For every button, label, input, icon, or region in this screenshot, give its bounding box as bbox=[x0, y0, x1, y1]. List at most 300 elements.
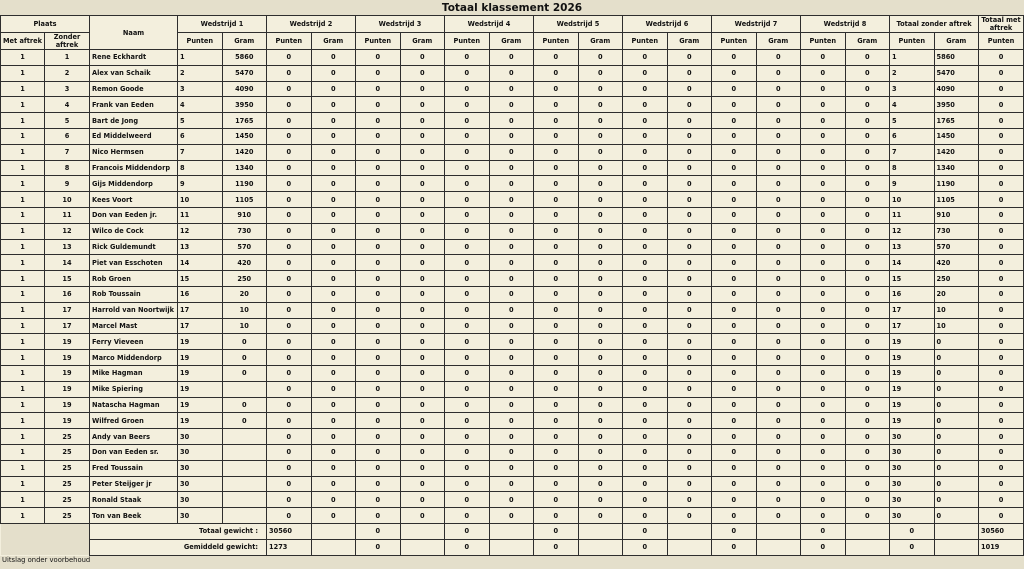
totaal-zonder-punten: 19 bbox=[890, 397, 935, 413]
wedstrijd-3-gram: 0 bbox=[400, 207, 445, 223]
gemiddeld-wedstrijd-4-gram: 0 bbox=[534, 539, 579, 555]
totaal-met-punten: 0 bbox=[979, 50, 1024, 66]
wedstrijd-3-gram: 0 bbox=[400, 50, 445, 66]
totaal-zonder-gram: 0 bbox=[934, 365, 979, 381]
totaal-met-punten: 0 bbox=[979, 176, 1024, 192]
totaal-met-punten: 0 bbox=[979, 286, 1024, 302]
naam: Piet van Esschoten bbox=[90, 255, 178, 271]
wedstrijd-8-gram: 0 bbox=[845, 160, 890, 176]
footnote: Uitslag onder voorbehoud bbox=[2, 556, 91, 564]
totaal-wedstrijd-1-gram: 30560 bbox=[267, 523, 312, 539]
naam: Ronald Staak bbox=[90, 492, 178, 508]
totaal-met-punten: 0 bbox=[979, 207, 1024, 223]
totaal-zonder-gram: 5470 bbox=[934, 65, 979, 81]
totaal-wedstrijd-4-gram: 0 bbox=[534, 523, 579, 539]
totaal-zonder-punten: 30 bbox=[890, 508, 935, 524]
totaal-zonder-punten: 10 bbox=[890, 192, 935, 208]
wedstrijd-1-gram: 420 bbox=[222, 255, 267, 271]
header-gram: Gram bbox=[222, 33, 267, 50]
wedstrijd-5-punten: 0 bbox=[534, 97, 579, 113]
plaats-met-aftrek: 1 bbox=[1, 286, 45, 302]
wedstrijd-6-punten: 0 bbox=[623, 239, 668, 255]
gemiddeld-wedstrijd-7-gram: 0 bbox=[801, 539, 846, 555]
wedstrijd-7-gram: 0 bbox=[756, 176, 801, 192]
wedstrijd-2-punten: 0 bbox=[267, 381, 312, 397]
wedstrijd-5-gram: 0 bbox=[578, 65, 623, 81]
wedstrijd-3-punten: 0 bbox=[356, 460, 401, 476]
wedstrijd-6-gram: 0 bbox=[667, 492, 712, 508]
wedstrijd-7-punten: 0 bbox=[712, 508, 757, 524]
wedstrijd-3-gram: 0 bbox=[400, 365, 445, 381]
wedstrijd-5-punten: 0 bbox=[534, 460, 579, 476]
wedstrijd-7-gram: 0 bbox=[756, 223, 801, 239]
wedstrijd-1-punten: 13 bbox=[178, 239, 223, 255]
table-row bbox=[1, 476, 1024, 492]
table-row bbox=[1, 81, 1024, 97]
wedstrijd-7-punten: 0 bbox=[712, 413, 757, 429]
wedstrijd-4-punten: 0 bbox=[445, 223, 490, 239]
wedstrijd-3-punten: 0 bbox=[356, 381, 401, 397]
wedstrijd-2-gram: 0 bbox=[311, 350, 356, 366]
totaal-zonder-gram: 5860 bbox=[934, 50, 979, 66]
wedstrijd-3-punten: 0 bbox=[356, 128, 401, 144]
wedstrijd-8-gram: 0 bbox=[845, 381, 890, 397]
wedstrijd-7-punten: 0 bbox=[712, 492, 757, 508]
wedstrijd-7-gram: 0 bbox=[756, 334, 801, 350]
wedstrijd-1-punten: 6 bbox=[178, 128, 223, 144]
wedstrijd-4-gram: 0 bbox=[489, 176, 534, 192]
wedstrijd-4-punten: 0 bbox=[445, 492, 490, 508]
wedstrijd-2-gram: 0 bbox=[311, 444, 356, 460]
wedstrijd-6-gram: 0 bbox=[667, 397, 712, 413]
wedstrijd-7-punten: 0 bbox=[712, 97, 757, 113]
wedstrijd-8-gram: 0 bbox=[845, 476, 890, 492]
totaal-zonder-gram: 0 bbox=[934, 334, 979, 350]
page-title: Totaal klassement 2026 bbox=[441, 2, 583, 14]
plaats-zonder-aftrek: 25 bbox=[45, 508, 90, 524]
plaats-met-aftrek: 1 bbox=[1, 429, 45, 445]
wedstrijd-3-gram: 0 bbox=[400, 460, 445, 476]
wedstrijd-4-gram: 0 bbox=[489, 444, 534, 460]
wedstrijd-5-gram: 0 bbox=[578, 97, 623, 113]
wedstrijd-4-punten: 0 bbox=[445, 207, 490, 223]
wedstrijd-4-punten: 0 bbox=[445, 97, 490, 113]
totaal-met-punten: 0 bbox=[979, 413, 1024, 429]
wedstrijd-1-punten: 17 bbox=[178, 318, 223, 334]
wedstrijd-1-punten: 1 bbox=[178, 50, 223, 66]
wedstrijd-8-punten: 0 bbox=[801, 255, 846, 271]
wedstrijd-7-gram: 0 bbox=[756, 65, 801, 81]
wedstrijd-1-gram: 0 bbox=[222, 413, 267, 429]
wedstrijd-7-gram: 0 bbox=[756, 508, 801, 524]
wedstrijd-5-gram: 0 bbox=[578, 255, 623, 271]
wedstrijd-8-gram: 0 bbox=[845, 239, 890, 255]
totaal-zonder-punten: 19 bbox=[890, 365, 935, 381]
plaats-zonder-aftrek: 13 bbox=[45, 239, 90, 255]
totaal-met-punten: 0 bbox=[979, 334, 1024, 350]
gemiddeld-wedstrijd-3-gram: 0 bbox=[445, 539, 490, 555]
totaal-zonder-punten: 17 bbox=[890, 302, 935, 318]
wedstrijd-7-punten: 0 bbox=[712, 207, 757, 223]
totaal-met-punten: 0 bbox=[979, 223, 1024, 239]
wedstrijd-5-punten: 0 bbox=[534, 508, 579, 524]
header-gram: Gram bbox=[400, 33, 445, 50]
wedstrijd-6-gram: 0 bbox=[667, 113, 712, 129]
wedstrijd-5-punten: 0 bbox=[534, 113, 579, 129]
totaal-zonder-gram: 3950 bbox=[934, 97, 979, 113]
wedstrijd-5-gram: 0 bbox=[578, 192, 623, 208]
wedstrijd-3-punten: 0 bbox=[356, 413, 401, 429]
plaats-zonder-aftrek: 25 bbox=[45, 429, 90, 445]
wedstrijd-6-punten: 0 bbox=[623, 50, 668, 66]
totaal-wedstrijd-3-gram: 0 bbox=[445, 523, 490, 539]
wedstrijd-2-gram: 0 bbox=[311, 223, 356, 239]
wedstrijd-5-punten: 0 bbox=[534, 413, 579, 429]
totaal-zonder-punten: 6 bbox=[890, 128, 935, 144]
wedstrijd-4-punten: 0 bbox=[445, 176, 490, 192]
plaats-zonder-aftrek: 25 bbox=[45, 492, 90, 508]
wedstrijd-8-gram: 0 bbox=[845, 50, 890, 66]
wedstrijd-8-gram: 0 bbox=[845, 144, 890, 160]
wedstrijd-3-punten: 0 bbox=[356, 223, 401, 239]
plaats-met-aftrek: 1 bbox=[1, 207, 45, 223]
wedstrijd-4-punten: 0 bbox=[445, 508, 490, 524]
wedstrijd-7-punten: 0 bbox=[712, 397, 757, 413]
wedstrijd-6-gram: 0 bbox=[667, 350, 712, 366]
wedstrijd-5-punten: 0 bbox=[534, 160, 579, 176]
wedstrijd-8-gram: 0 bbox=[845, 286, 890, 302]
wedstrijd-5-punten: 0 bbox=[534, 223, 579, 239]
totaal-wedstrijd-2-punten-empty bbox=[311, 523, 356, 539]
wedstrijd-4-punten: 0 bbox=[445, 50, 490, 66]
wedstrijd-7-gram: 0 bbox=[756, 128, 801, 144]
wedstrijd-1-punten: 16 bbox=[178, 286, 223, 302]
table-row bbox=[1, 128, 1024, 144]
totaal-gewicht-label: Totaal gewicht : bbox=[90, 523, 267, 539]
totaal-wedstrijd-5-punten-empty bbox=[578, 523, 623, 539]
wedstrijd-6-gram: 0 bbox=[667, 476, 712, 492]
wedstrijd-2-gram: 0 bbox=[311, 365, 356, 381]
wedstrijd-4-punten: 0 bbox=[445, 113, 490, 129]
wedstrijd-8-gram: 0 bbox=[845, 97, 890, 113]
table-row bbox=[1, 160, 1024, 176]
wedstrijd-3-punten: 0 bbox=[356, 113, 401, 129]
wedstrijd-4-gram: 0 bbox=[489, 128, 534, 144]
wedstrijd-8-punten: 0 bbox=[801, 350, 846, 366]
wedstrijd-8-punten: 0 bbox=[801, 476, 846, 492]
wedstrijd-3-gram: 0 bbox=[400, 176, 445, 192]
wedstrijd-3-gram: 0 bbox=[400, 271, 445, 287]
wedstrijd-8-gram: 0 bbox=[845, 350, 890, 366]
plaats-met-aftrek: 1 bbox=[1, 81, 45, 97]
footer-spacer bbox=[1, 523, 90, 539]
totaal-wedstrijd-8-punten-empty bbox=[845, 523, 890, 539]
gemiddeld-wedstrijd-3-punten-empty bbox=[400, 539, 445, 555]
table-row bbox=[1, 302, 1024, 318]
totaal-met-punten: 0 bbox=[979, 302, 1024, 318]
wedstrijd-1-punten: 19 bbox=[178, 413, 223, 429]
naam: Remon Goode bbox=[90, 81, 178, 97]
wedstrijd-6-gram: 0 bbox=[667, 160, 712, 176]
wedstrijd-3-punten: 0 bbox=[356, 492, 401, 508]
plaats-zonder-aftrek: 8 bbox=[45, 160, 90, 176]
wedstrijd-3-punten: 0 bbox=[356, 160, 401, 176]
naam: Don van Eeden jr. bbox=[90, 207, 178, 223]
wedstrijd-7-punten: 0 bbox=[712, 381, 757, 397]
wedstrijd-2-punten: 0 bbox=[267, 492, 312, 508]
header-punten: Punten bbox=[890, 33, 935, 50]
wedstrijd-1-gram: 0 bbox=[222, 350, 267, 366]
wedstrijd-1-punten: 30 bbox=[178, 460, 223, 476]
wedstrijd-4-punten: 0 bbox=[445, 65, 490, 81]
totaal-met-punten: 0 bbox=[979, 239, 1024, 255]
wedstrijd-5-punten: 0 bbox=[534, 397, 579, 413]
totaal-zonder-gram: 1450 bbox=[934, 128, 979, 144]
header-wedstrijd-4: Wedstrijd 4 bbox=[445, 16, 534, 33]
wedstrijd-1-gram bbox=[222, 429, 267, 445]
totaal-met-punten: 0 bbox=[979, 508, 1024, 524]
wedstrijd-3-punten: 0 bbox=[356, 365, 401, 381]
wedstrijd-8-punten: 0 bbox=[801, 160, 846, 176]
wedstrijd-8-punten: 0 bbox=[801, 50, 846, 66]
naam: Marcel Mast bbox=[90, 318, 178, 334]
wedstrijd-4-punten: 0 bbox=[445, 128, 490, 144]
header-met-aftrek: Met aftrek bbox=[1, 33, 45, 50]
plaats-met-aftrek: 1 bbox=[1, 444, 45, 460]
wedstrijd-3-punten: 0 bbox=[356, 286, 401, 302]
wedstrijd-2-gram: 0 bbox=[311, 429, 356, 445]
plaats-zonder-aftrek: 7 bbox=[45, 144, 90, 160]
wedstrijd-3-gram: 0 bbox=[400, 65, 445, 81]
wedstrijd-2-punten: 0 bbox=[267, 460, 312, 476]
wedstrijd-4-gram: 0 bbox=[489, 144, 534, 160]
naam: Francois Middendorp bbox=[90, 160, 178, 176]
gemiddeld-totaal-punten-empty bbox=[934, 539, 979, 555]
totaal-zonder-punten: 15 bbox=[890, 271, 935, 287]
plaats-met-aftrek: 1 bbox=[1, 113, 45, 129]
wedstrijd-2-gram: 0 bbox=[311, 113, 356, 129]
table-row bbox=[1, 429, 1024, 445]
table-row bbox=[1, 271, 1024, 287]
wedstrijd-3-gram: 0 bbox=[400, 192, 445, 208]
wedstrijd-4-punten: 0 bbox=[445, 239, 490, 255]
wedstrijd-7-punten: 0 bbox=[712, 176, 757, 192]
wedstrijd-5-gram: 0 bbox=[578, 429, 623, 445]
wedstrijd-6-punten: 0 bbox=[623, 113, 668, 129]
wedstrijd-1-punten: 14 bbox=[178, 255, 223, 271]
wedstrijd-4-gram: 0 bbox=[489, 492, 534, 508]
wedstrijd-2-gram: 0 bbox=[311, 65, 356, 81]
wedstrijd-2-punten: 0 bbox=[267, 271, 312, 287]
wedstrijd-5-gram: 0 bbox=[578, 318, 623, 334]
wedstrijd-1-gram: 1765 bbox=[222, 113, 267, 129]
wedstrijd-5-punten: 0 bbox=[534, 239, 579, 255]
wedstrijd-2-gram: 0 bbox=[311, 413, 356, 429]
plaats-zonder-aftrek: 19 bbox=[45, 413, 90, 429]
wedstrijd-8-punten: 0 bbox=[801, 318, 846, 334]
wedstrijd-5-punten: 0 bbox=[534, 81, 579, 97]
totaal-zonder-gram: 250 bbox=[934, 271, 979, 287]
wedstrijd-4-punten: 0 bbox=[445, 160, 490, 176]
header-punten: Punten bbox=[178, 33, 223, 50]
wedstrijd-2-gram: 0 bbox=[311, 476, 356, 492]
wedstrijd-5-punten: 0 bbox=[534, 286, 579, 302]
wedstrijd-1-punten: 2 bbox=[178, 65, 223, 81]
wedstrijd-1-punten: 19 bbox=[178, 397, 223, 413]
wedstrijd-3-gram: 0 bbox=[400, 255, 445, 271]
totaal-zonder-gram: 730 bbox=[934, 223, 979, 239]
wedstrijd-2-punten: 0 bbox=[267, 65, 312, 81]
gemiddeld-wedstrijd-8-punten-empty bbox=[845, 539, 890, 555]
totaal-wedstrijd-2-gram: 0 bbox=[356, 523, 401, 539]
totaal-met-punten: 0 bbox=[979, 397, 1024, 413]
wedstrijd-6-punten: 0 bbox=[623, 176, 668, 192]
naam: Frank van Eeden bbox=[90, 97, 178, 113]
plaats-zonder-aftrek: 11 bbox=[45, 207, 90, 223]
header-wedstrijd-1: Wedstrijd 1 bbox=[178, 16, 267, 33]
wedstrijd-2-gram: 0 bbox=[311, 271, 356, 287]
wedstrijd-1-punten: 15 bbox=[178, 271, 223, 287]
wedstrijd-3-gram: 0 bbox=[400, 397, 445, 413]
plaats-zonder-aftrek: 17 bbox=[45, 302, 90, 318]
wedstrijd-2-punten: 0 bbox=[267, 365, 312, 381]
wedstrijd-3-punten: 0 bbox=[356, 318, 401, 334]
wedstrijd-1-punten: 4 bbox=[178, 97, 223, 113]
totaal-met-punten: 0 bbox=[979, 65, 1024, 81]
wedstrijd-1-punten: 30 bbox=[178, 476, 223, 492]
wedstrijd-4-punten: 0 bbox=[445, 350, 490, 366]
header-punten: Punten bbox=[712, 33, 757, 50]
plaats-zonder-aftrek: 4 bbox=[45, 97, 90, 113]
wedstrijd-4-punten: 0 bbox=[445, 318, 490, 334]
wedstrijd-7-punten: 0 bbox=[712, 50, 757, 66]
totaal-zonder-punten: 7 bbox=[890, 144, 935, 160]
wedstrijd-2-gram: 0 bbox=[311, 50, 356, 66]
plaats-met-aftrek: 1 bbox=[1, 365, 45, 381]
table-row bbox=[1, 50, 1024, 66]
wedstrijd-6-gram: 0 bbox=[667, 207, 712, 223]
header-gram: Gram bbox=[489, 33, 534, 50]
wedstrijd-3-gram: 0 bbox=[400, 318, 445, 334]
totaal-zonder-gram: 0 bbox=[934, 492, 979, 508]
wedstrijd-1-punten: 8 bbox=[178, 160, 223, 176]
wedstrijd-3-punten: 0 bbox=[356, 476, 401, 492]
table-row bbox=[1, 444, 1024, 460]
wedstrijd-5-gram: 0 bbox=[578, 286, 623, 302]
wedstrijd-4-gram: 0 bbox=[489, 81, 534, 97]
plaats-met-aftrek: 1 bbox=[1, 318, 45, 334]
wedstrijd-3-punten: 0 bbox=[356, 97, 401, 113]
table-row bbox=[1, 223, 1024, 239]
wedstrijd-6-punten: 0 bbox=[623, 460, 668, 476]
wedstrijd-5-punten: 0 bbox=[534, 429, 579, 445]
wedstrijd-7-punten: 0 bbox=[712, 286, 757, 302]
wedstrijd-8-punten: 0 bbox=[801, 365, 846, 381]
wedstrijd-7-gram: 0 bbox=[756, 492, 801, 508]
wedstrijd-7-gram: 0 bbox=[756, 413, 801, 429]
plaats-zonder-aftrek: 25 bbox=[45, 444, 90, 460]
wedstrijd-2-gram: 0 bbox=[311, 508, 356, 524]
totaal-met-punten: 0 bbox=[979, 144, 1024, 160]
wedstrijd-5-punten: 0 bbox=[534, 207, 579, 223]
wedstrijd-8-gram: 0 bbox=[845, 271, 890, 287]
wedstrijd-8-punten: 0 bbox=[801, 302, 846, 318]
header-totaal-zonder-aftrek: Totaal zonder aftrek bbox=[890, 16, 979, 33]
wedstrijd-8-gram: 0 bbox=[845, 255, 890, 271]
wedstrijd-4-gram: 0 bbox=[489, 413, 534, 429]
plaats-met-aftrek: 1 bbox=[1, 397, 45, 413]
table-row bbox=[1, 334, 1024, 350]
header-punten: Punten bbox=[801, 33, 846, 50]
wedstrijd-5-punten: 0 bbox=[534, 128, 579, 144]
plaats-zonder-aftrek: 15 bbox=[45, 271, 90, 287]
naam: Ed Middelweerd bbox=[90, 128, 178, 144]
wedstrijd-3-punten: 0 bbox=[356, 302, 401, 318]
wedstrijd-3-punten: 0 bbox=[356, 255, 401, 271]
header-gram: Gram bbox=[667, 33, 712, 50]
wedstrijd-6-punten: 0 bbox=[623, 192, 668, 208]
wedstrijd-3-punten: 0 bbox=[356, 508, 401, 524]
wedstrijd-7-gram: 0 bbox=[756, 113, 801, 129]
wedstrijd-1-punten: 5 bbox=[178, 113, 223, 129]
wedstrijd-8-gram: 0 bbox=[845, 302, 890, 318]
totaal-wedstrijd-7-gram: 0 bbox=[801, 523, 846, 539]
wedstrijd-6-gram: 0 bbox=[667, 508, 712, 524]
wedstrijd-1-punten: 30 bbox=[178, 444, 223, 460]
wedstrijd-7-gram: 0 bbox=[756, 429, 801, 445]
wedstrijd-6-punten: 0 bbox=[623, 397, 668, 413]
wedstrijd-2-punten: 0 bbox=[267, 50, 312, 66]
totaal-met-punten: 0 bbox=[979, 444, 1024, 460]
totaal-met-punten: 0 bbox=[979, 192, 1024, 208]
naam: Gijs Middendorp bbox=[90, 176, 178, 192]
header-zonder-aftrek: Zonder aftrek bbox=[45, 33, 90, 50]
table-row bbox=[1, 350, 1024, 366]
totaal-zonder-punten: 17 bbox=[890, 318, 935, 334]
wedstrijd-2-gram: 0 bbox=[311, 144, 356, 160]
wedstrijd-2-gram: 0 bbox=[311, 318, 356, 334]
wedstrijd-1-punten: 19 bbox=[178, 381, 223, 397]
gemiddeld-wedstrijd-4-punten-empty bbox=[489, 539, 534, 555]
wedstrijd-4-punten: 0 bbox=[445, 271, 490, 287]
wedstrijd-4-gram: 0 bbox=[489, 97, 534, 113]
wedstrijd-3-gram: 0 bbox=[400, 444, 445, 460]
header-gram: Gram bbox=[578, 33, 623, 50]
wedstrijd-8-punten: 0 bbox=[801, 128, 846, 144]
naam: Rob Toussain bbox=[90, 286, 178, 302]
wedstrijd-4-gram: 0 bbox=[489, 65, 534, 81]
plaats-met-aftrek: 1 bbox=[1, 302, 45, 318]
totaal-zonder-punten: 30 bbox=[890, 444, 935, 460]
naam: Rob Groen bbox=[90, 271, 178, 287]
totaal-zonder-gram: 1420 bbox=[934, 144, 979, 160]
totaal-zonder-gram: 0 bbox=[934, 508, 979, 524]
plaats-zonder-aftrek: 19 bbox=[45, 397, 90, 413]
wedstrijd-5-punten: 0 bbox=[534, 65, 579, 81]
wedstrijd-2-gram: 0 bbox=[311, 160, 356, 176]
wedstrijd-1-gram: 20 bbox=[222, 286, 267, 302]
wedstrijd-6-punten: 0 bbox=[623, 508, 668, 524]
wedstrijd-3-punten: 0 bbox=[356, 239, 401, 255]
wedstrijd-4-gram: 0 bbox=[489, 255, 534, 271]
table-row bbox=[1, 144, 1024, 160]
totaal-zonder-punten: 1 bbox=[890, 50, 935, 66]
wedstrijd-6-gram: 0 bbox=[667, 81, 712, 97]
wedstrijd-5-punten: 0 bbox=[534, 192, 579, 208]
wedstrijd-3-punten: 0 bbox=[356, 429, 401, 445]
wedstrijd-2-gram: 0 bbox=[311, 286, 356, 302]
totaal-wedstrijd-3-punten-empty bbox=[400, 523, 445, 539]
